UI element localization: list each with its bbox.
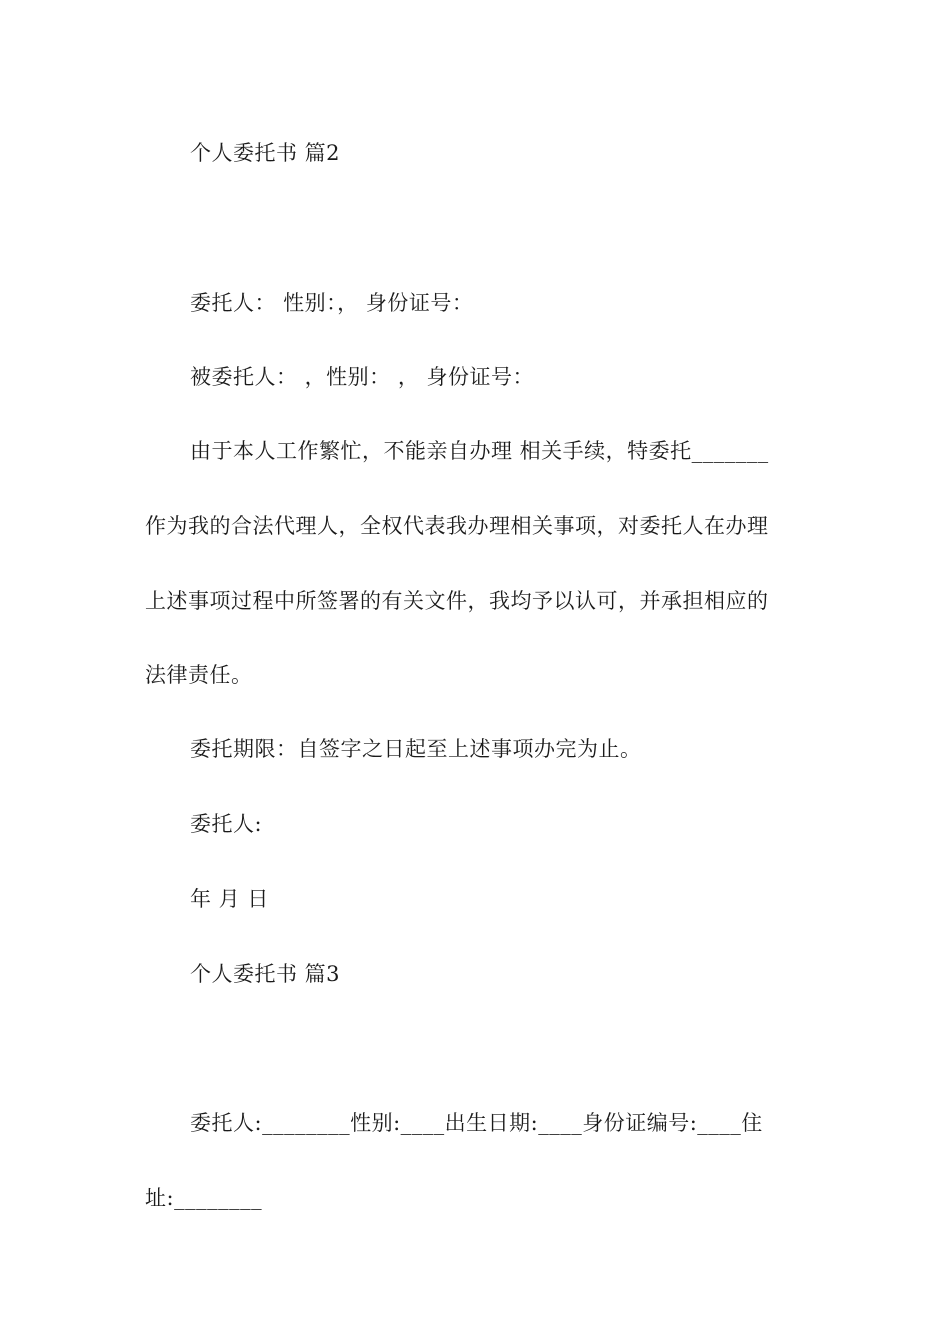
signature-label: 委托人: — [190, 812, 263, 836]
body-paragraph-line-2: 作为我的合法代理人，全权代表我办理相关事项，对委托人在办理 — [145, 514, 769, 538]
body-paragraph-line-1: 由于本人工作繁忙，不能亲自办理 相关手续，特委托_______ — [190, 439, 769, 463]
principal-info-line: 委托人： 性别：， 身份证号： — [190, 291, 474, 315]
body-paragraph-line-4: 法律责任。 — [145, 663, 253, 687]
section-3-fields-line-2: 址:________ — [145, 1186, 263, 1210]
section-2-heading: 个人委托书 篇2 — [190, 141, 341, 165]
body-paragraph-line-3: 上述事项过程中所签署的有关文件，我均予以认可，并承担相应的 — [145, 589, 769, 613]
date-line: 年 月 日 — [190, 887, 269, 911]
section-3-heading: 个人委托书 篇3 — [190, 962, 341, 986]
agent-info-line: 被委托人： ，性别： ， 身份证号： — [190, 365, 535, 389]
section-3-fields-line-1: 委托人:________性别:____出生日期:____身份证编号:____住 — [190, 1111, 763, 1135]
authorization-term-line: 委托期限：自签字之日起至上述事项办完为止。 — [190, 737, 642, 761]
